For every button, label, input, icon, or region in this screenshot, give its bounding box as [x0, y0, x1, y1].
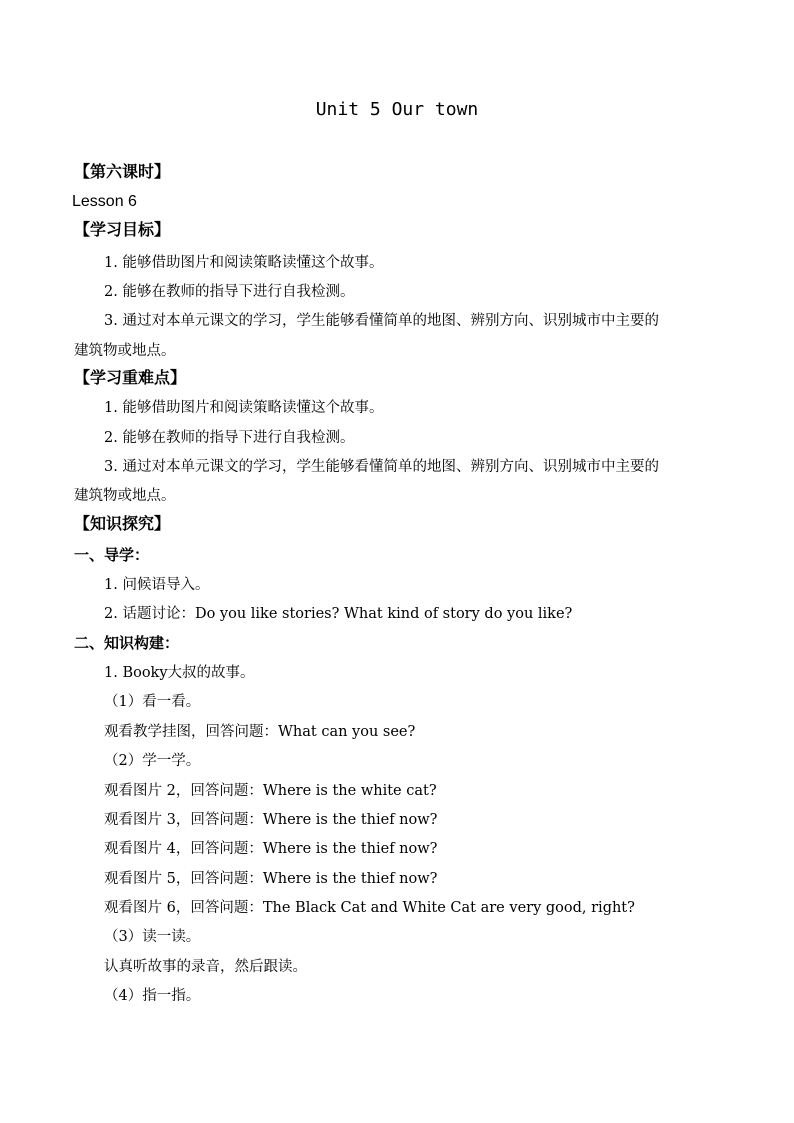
goal-item-continued: 建筑物或地点。	[74, 343, 176, 359]
section2-item: （3）读一读。	[104, 929, 201, 945]
section1-item: 2. 话题讨论：Do you like stories? What kind of story do you like?	[104, 606, 573, 622]
keypoint-item-continued: 建筑物或地点。	[74, 488, 176, 504]
document-title: Unit 5 Our town	[315, 99, 479, 120]
section2-item: 观看图片 2，回答问题：Where is the white cat?	[104, 783, 437, 799]
section2-item: 1. Booky大叔的故事。	[104, 665, 255, 681]
section2-item: 观看图片 6，回答问题：The Black Cat and White Cat are very good, right?	[104, 900, 635, 916]
keypoint-item: 3. 通过对本单元课文的学习，学生能够看懂简单的地图、辨别方向、识别城市中主要的	[104, 459, 659, 475]
lesson-heading: 【第六课时】	[74, 162, 171, 181]
section2-item: 观看教学挂图，回答问题：What can you see?	[104, 724, 416, 740]
keypoint-item: 1. 能够借助图片和阅读策略读懂这个故事。	[104, 400, 384, 416]
section2-item: 观看图片 5，回答问题：Where is the thief now?	[104, 871, 438, 887]
section2-item: （1）看一看。	[104, 694, 201, 710]
section2-item: （4）指一指。	[104, 988, 201, 1004]
keypoint-item: 2. 能够在教师的指导下进行自我检测。	[104, 430, 355, 446]
goal-item: 1. 能够借助图片和阅读策略读懂这个故事。	[104, 255, 384, 271]
section1-item: 1. 问候语导入。	[104, 577, 210, 593]
explore-heading: 【知识探究】	[74, 514, 171, 533]
section1-heading: 一、导学：	[74, 546, 150, 564]
section2-item: 认真听故事的录音，然后跟读。	[104, 959, 307, 975]
lesson-name: Lesson 6	[72, 193, 137, 210]
goal-item: 3. 通过对本单元课文的学习，学生能够看懂简单的地图、辨别方向、识别城市中主要的	[104, 313, 659, 329]
keypoints-heading: 【学习重难点】	[74, 368, 187, 387]
section2-item: 观看图片 4，回答问题：Where is the thief now?	[104, 841, 438, 857]
section2-heading: 二、知识构建：	[74, 634, 180, 652]
goal-item: 2. 能够在教师的指导下进行自我检测。	[104, 284, 355, 300]
section2-item: 观看图片 3，回答问题：Where is the thief now?	[104, 812, 438, 828]
goals-heading: 【学习目标】	[74, 220, 171, 239]
section2-item: （2）学一学。	[104, 753, 201, 769]
